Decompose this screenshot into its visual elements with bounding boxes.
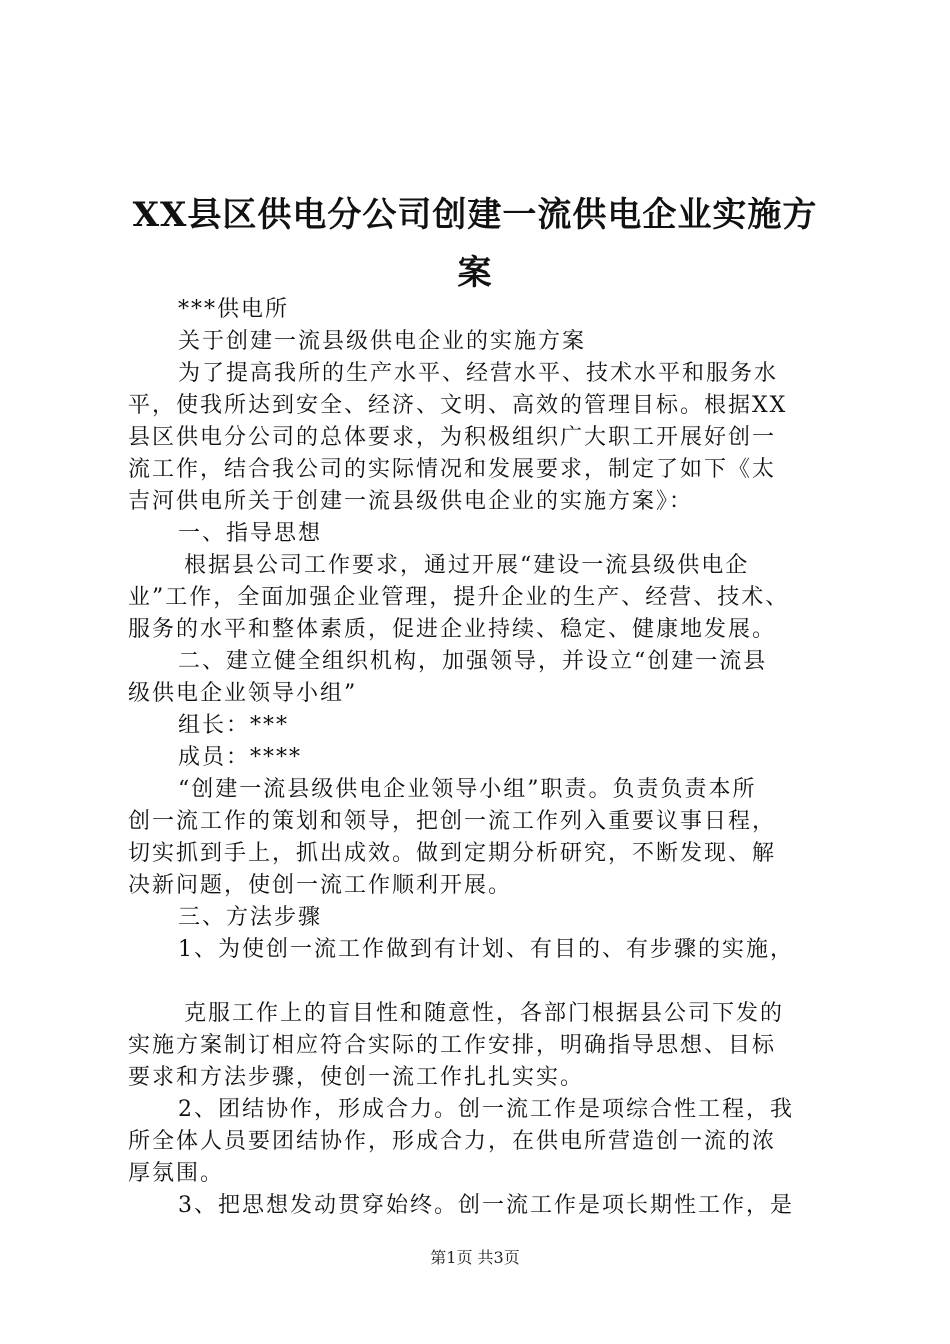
text-line: 成员：**** [178, 745, 303, 770]
document-title-line-2: 案 [457, 253, 493, 293]
document-title-line-1: XX县区供电分公司创建一流供电企业实施方 [132, 195, 818, 235]
blank-gap [128, 966, 833, 998]
section-heading: 三、方法步骤 [178, 905, 323, 930]
text-line: 根据县公司工作要求，通过开展“建设一流县级供电企 [184, 553, 750, 578]
text-line: “创建一流县级供电企业领导小组”职责。负责负责本所 [178, 777, 757, 802]
text-line: 业”工作，全面加强企业管理，提升企业的生产、经营、技术、 [128, 585, 790, 610]
text-line: 1、为使创一流工作做到有计划、有目的、有步骤的实施， [178, 937, 794, 962]
text-line: 平，使我所达到安全、经济、文明、高效的管理目标。根据XX [128, 393, 788, 418]
text-line: 决新问题，使创一流工作顺利开展。 [128, 873, 513, 898]
text-line: 为了提高我所的生产水平、经营水平、技术水平和服务水 [178, 361, 779, 386]
text-line: 县区供电分公司的总体要求，为积极组织广大职工开展好创一 [128, 425, 777, 450]
text-line: 实施方案制订相应符合实际的工作安排，明确指导思想、目标 [128, 1033, 777, 1058]
text-line: 级供电企业领导小组” [128, 681, 358, 706]
text-line: 2、团结协作，形成合力。创一流工作是项综合性工程，我 [178, 1097, 794, 1122]
document-body [128, 294, 833, 1222]
text-line: 克服工作上的盲目性和随意性，各部门根据县公司下发的 [184, 1001, 785, 1026]
text-line: 创一流工作的策划和领导，把创一流工作列入重要议事日程， [128, 809, 777, 834]
text-line: 服务的水平和整体素质，促进企业持续、稳定、健康地发展。 [128, 617, 777, 642]
section-heading: 一、指导思想 [178, 521, 323, 546]
section-heading: 二、建立健全组织机构，加强领导，并设立“创建一流县 [178, 649, 768, 674]
text-line: 厚氛围。 [128, 1161, 225, 1186]
text-line: 切实抓到手上，抓出成效。做到定期分析研究，不断发现、解 [128, 841, 777, 866]
text-line: 吉河供电所关于创建一流县级供电企业的实施方案》： [128, 489, 694, 514]
text-line: ***供电所 [178, 297, 290, 322]
text-line: 要求和方法步骤，使创一流工作扎扎实实。 [128, 1065, 585, 1090]
text-line: 关于创建一流县级供电企业的实施方案 [178, 329, 587, 354]
text-line: 流工作，结合我公司的实际情况和发展要求，制定了如下《太 [128, 457, 777, 482]
text-line: 组长：*** [178, 713, 290, 738]
text-line: 所全体人员要团结协作，形成合力，在供电所营造创一流的浓 [128, 1129, 777, 1154]
text-line: 3、把思想发动贯穿始终。创一流工作是项长期性工作，是 [178, 1193, 794, 1218]
page-footer: 第1页 共3页 [430, 1248, 520, 1267]
